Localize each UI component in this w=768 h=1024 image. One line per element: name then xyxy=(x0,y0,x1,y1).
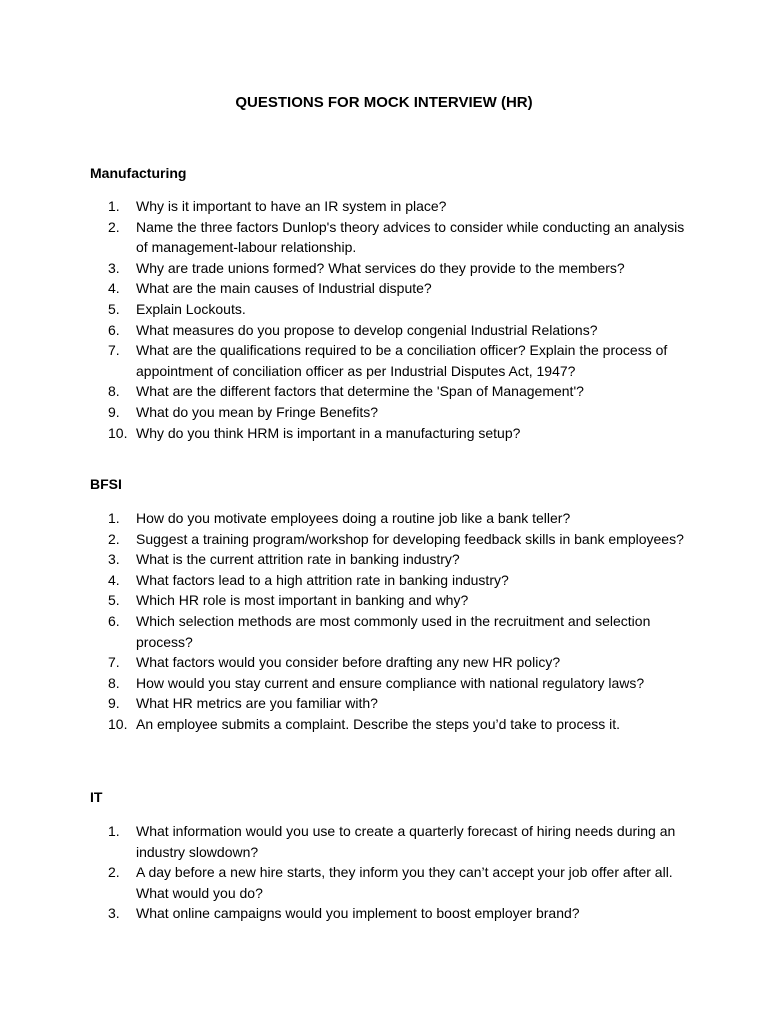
list-item xyxy=(108,402,688,423)
list-item xyxy=(108,196,688,217)
list-number: 6. xyxy=(108,612,120,629)
question-list-bfsi xyxy=(108,508,688,735)
question-text: What information would you use to create a quarterly forecast of hiring needs during an industry slowdown? xyxy=(136,823,676,860)
list-number: 8. xyxy=(108,383,120,400)
list-number: 5. xyxy=(108,300,120,317)
list-item xyxy=(108,673,688,694)
list-number: 10. xyxy=(108,424,128,441)
question-text: Suggest a training program/workshop for developing feedback skills in bank employees? xyxy=(136,530,684,547)
question-text: How would you stay current and ensure compliance with national regulatory laws? xyxy=(136,674,645,691)
list-item xyxy=(108,821,688,862)
question-text: Name the three factors Dunlop's theory advices to consider while conducting an analysis of management-labour relationship. xyxy=(136,218,685,256)
list-number: 1. xyxy=(108,198,120,214)
question-text: What HR metrics are you familiar with? xyxy=(136,695,378,712)
list-item xyxy=(108,508,688,529)
question-text: Explain Lockouts. xyxy=(136,300,246,317)
section-heading-bfsi: BFSI xyxy=(90,476,122,492)
list-item xyxy=(108,423,688,444)
list-number: 3. xyxy=(108,259,120,276)
list-number: 1. xyxy=(108,510,120,526)
question-text: Which HR role is most important in banking and why? xyxy=(136,592,469,609)
question-text: Why are trade unions formed? What services do they provide to the members? xyxy=(136,259,625,276)
list-number: 1. xyxy=(108,823,120,839)
question-text: What are the main causes of Industrial dispute? xyxy=(136,280,432,297)
section-heading-it: IT xyxy=(90,789,103,805)
list-item xyxy=(108,258,688,279)
list-number: 5. xyxy=(108,592,120,609)
list-number: 4. xyxy=(108,571,120,588)
list-number: 3. xyxy=(108,551,120,568)
list-number: 6. xyxy=(108,321,120,338)
list-item xyxy=(108,278,688,299)
list-number: 4. xyxy=(108,280,120,297)
question-text: What factors would you consider before drafting any new HR policy? xyxy=(136,654,561,671)
question-text: Why is it important to have an IR system in place? xyxy=(136,198,447,214)
list-item xyxy=(108,299,688,320)
list-item xyxy=(108,529,688,550)
list-number: 7. xyxy=(108,654,120,671)
question-text: What measures do you propose to develop congenial Industrial Relations? xyxy=(136,321,598,338)
question-text: Which selection methods are most commonly used in the recruitment and selection process? xyxy=(136,612,651,650)
question-text: Why do you think HRM is important in a manufacturing setup? xyxy=(136,424,521,441)
list-item xyxy=(108,714,688,735)
question-text: What online campaigns would you implement to boost employer brand? xyxy=(136,905,580,922)
question-text: What is the current attrition rate in banking industry? xyxy=(136,551,460,568)
list-item xyxy=(108,903,688,924)
question-text: What do you mean by Fringe Benefits? xyxy=(136,403,379,420)
list-number: 9. xyxy=(108,695,120,712)
list-item xyxy=(108,340,688,381)
list-number: 8. xyxy=(108,674,120,691)
page-title: QUESTIONS FOR MOCK INTERVIEW (HR) xyxy=(235,94,533,111)
list-item xyxy=(108,693,688,714)
question-text: What are the different factors that determine the 'Span of Management'? xyxy=(136,383,584,400)
list-item xyxy=(108,611,688,652)
list-item xyxy=(108,549,688,570)
list-number: 2. xyxy=(108,864,120,881)
list-number: 3. xyxy=(108,905,120,922)
question-text: A day before a new hire starts, they inform you they can’t accept your job offer after all. What would you do? xyxy=(136,864,673,901)
list-item xyxy=(108,381,688,402)
list-item xyxy=(108,570,688,591)
question-text: What factors lead to a high attrition rate in banking industry? xyxy=(136,571,509,588)
section-heading-manufacturing: Manufacturing xyxy=(90,165,187,181)
question-text: What are the qualifications required to be a conciliation officer? Explain the process of appointment of conciliation officer as per Industrial Disputes Act, 1947? xyxy=(136,342,668,379)
list-item xyxy=(108,320,688,341)
list-item xyxy=(108,652,688,673)
question-list-manufacturing xyxy=(108,196,688,443)
list-number: 10. xyxy=(108,715,128,732)
list-item xyxy=(108,217,688,258)
list-number: 9. xyxy=(108,403,120,420)
list-item xyxy=(108,862,688,903)
question-list-it xyxy=(108,821,688,924)
question-text: An employee submits a complaint. Describe the steps you’d take to process it. xyxy=(136,715,621,732)
question-text: How do you motivate employees doing a routine job like a bank teller? xyxy=(136,510,571,526)
list-item xyxy=(108,590,688,611)
list-number: 2. xyxy=(108,530,120,547)
list-number: 7. xyxy=(108,342,120,359)
list-number: 2. xyxy=(108,218,120,235)
